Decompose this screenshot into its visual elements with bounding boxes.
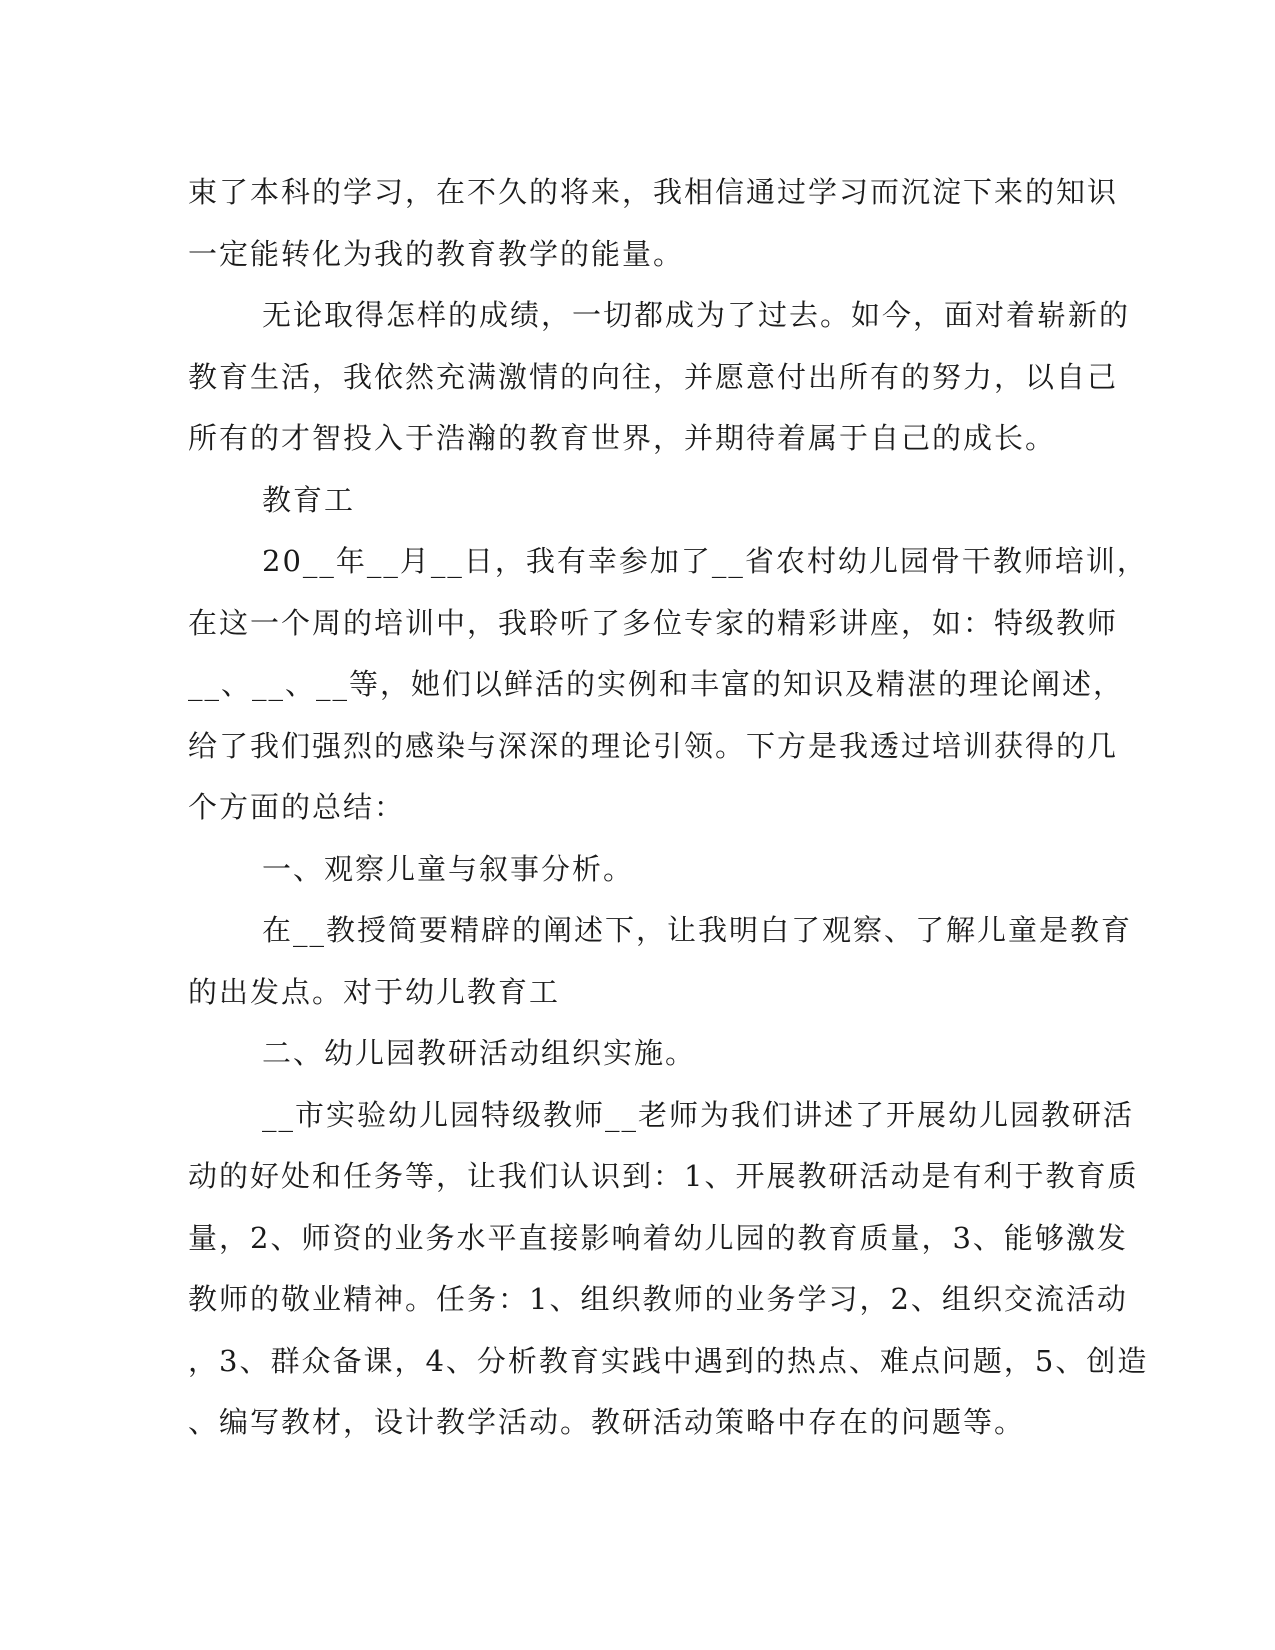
paragraph-p8	[188, 1085, 1149, 1454]
document-body	[188, 162, 1149, 1454]
section-heading: 二、幼儿园教研活动组织实施。	[262, 1036, 697, 1070]
paragraph-p7	[188, 1023, 1068, 1085]
paragraph-p2	[188, 285, 1131, 470]
text-line: 、编写教材，设计教学活动。教研活动策略中存在的问题等。	[188, 1405, 1026, 1439]
text-line: 教育生活，我依然充满激情的向往，并愿意付出所有的努力，以自己	[188, 359, 1119, 394]
text-line: 教育工	[262, 482, 356, 517]
text-line: 在这一个周的培训中，我聆听了多位专家的精彩讲座，如：特级教师	[188, 605, 1119, 640]
text-line: ，3、群众备课，4、分析教育实践中遇到的热点、难点问题，5、创造	[188, 1343, 1149, 1378]
text-line: 所有的才智投入于浩瀚的教育世界，并期待着属于自己的成长。	[188, 421, 1057, 455]
text-line: 动的好处和任务等，让我们认识到：1、开展教研活动是有利于教育质	[188, 1159, 1139, 1193]
paragraph-p6	[188, 900, 1133, 1023]
text-line: __市实验幼儿园特级教师__老师为我们讲述了开展幼儿园教研活	[262, 1097, 1135, 1132]
paragraph-p3	[188, 470, 1068, 532]
text-line: 20__年__月__日，我有幸参加了__省农村幼儿园骨干教师培训，	[262, 544, 1148, 578]
text-line: 教师的敬业精神。任务：1、组织教师的业务学习，2、组织交流活动	[188, 1282, 1128, 1316]
text-line: 一定能转化为我的教育教学的能量。	[188, 236, 685, 271]
text-line: 束了本科的学习，在不久的将来，我相信通过学习而沉淀下来的知识	[188, 175, 1119, 209]
text-line: 在__教授简要精辟的阐述下，让我明白了观察、了解儿童是教育	[262, 913, 1133, 947]
text-line: 量，2、师资的业务水平直接影响着幼儿园的教育质量，3、能够激发	[188, 1220, 1128, 1255]
text-line: 个方面的总结：	[188, 790, 406, 824]
text-line: __、__、__等，她们以鲜活的实例和丰富的知识及精湛的理论阐述，	[188, 667, 1125, 701]
paragraph-p5	[188, 839, 1068, 901]
section-heading: 一、观察儿童与叙事分析。	[262, 851, 635, 886]
paragraph-p4	[188, 531, 1148, 839]
text-line: 的出发点。对于幼儿教育工	[188, 974, 561, 1009]
paragraph-p1	[188, 162, 1119, 285]
text-line: 无论取得怎样的成绩，一切都成为了过去。如今，面对着崭新的	[262, 298, 1131, 332]
text-line: 给了我们强烈的感染与深深的理论引领。下方是我透过培训获得的几	[188, 728, 1119, 763]
